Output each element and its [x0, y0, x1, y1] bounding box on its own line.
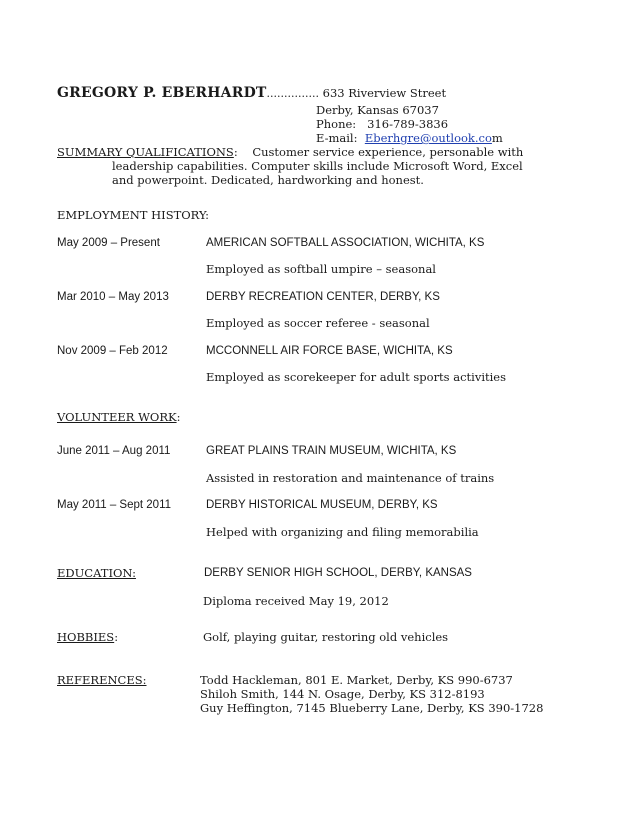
references-heading: REFERENCES:: [57, 673, 147, 687]
email-tail: m: [491, 131, 503, 145]
phone-label: Phone:: [316, 117, 357, 131]
employment-1-dates: Mar 2010 – May 2013: [57, 291, 169, 303]
employment-1-desc: Employed as soccer referee - seasonal: [206, 316, 430, 330]
candidate-name: GREGORY P. EBERHARDT: [57, 85, 267, 101]
employment-0-org: AMERICAN SOFTBALL ASSOCIATION, WICHITA, KS: [206, 237, 485, 249]
reference-item-1: Shiloh Smith, 144 N. Osage, Derby, KS 312-8193: [200, 687, 485, 701]
education-heading: EDUCATION:: [57, 566, 136, 580]
leader-dots: ...............: [266, 87, 319, 100]
reference-item-0: Todd Hackleman, 801 E. Market, Derby, KS 990-6737: [200, 673, 513, 687]
hobbies-text: Golf, playing guitar, restoring old vehicles: [203, 630, 449, 644]
employment-heading: EMPLOYMENT HISTORY:: [57, 208, 210, 222]
volunteer-heading-line: [57, 410, 180, 425]
education-diploma: Diploma received May 19, 2012: [203, 594, 389, 608]
summary-text-3: and powerpoint. Dedicated, hardworking and honest.: [112, 173, 424, 187]
employment-1-org: DERBY RECREATION CENTER, DERBY, KS: [206, 291, 440, 303]
employment-2-org: MCCONNELL AIR FORCE BASE, WICHITA, KS: [206, 345, 453, 357]
address-street: 633 Riverview Street: [322, 86, 447, 100]
reference-item-2: Guy Heffington, 7145 Blueberry Lane, Derby, KS 390-1728: [200, 701, 544, 715]
hobbies-heading-line: [57, 630, 118, 645]
employment-2-dates: Nov 2009 – Feb 2012: [57, 345, 168, 357]
summary-colon: :: [233, 145, 238, 159]
volunteer-heading: VOLUNTEER WORK: [57, 410, 177, 424]
phone-line: [316, 117, 448, 132]
hobbies-colon: :: [114, 630, 119, 644]
phone-number: 316-789-3836: [367, 117, 449, 131]
summary-text-1: Customer service experience, personable with: [252, 145, 524, 159]
volunteer-1-desc: Helped with organizing and filing memorabilia: [206, 525, 479, 539]
email-label: E-mail:: [316, 131, 358, 145]
email-link[interactable]: Eberhgre@outlook.co: [364, 131, 492, 145]
volunteer-1-org: DERBY HISTORICAL MUSEUM, DERBY, KS: [206, 499, 438, 511]
summary-heading: SUMMARY QUALIFICATIONS: [57, 145, 234, 159]
volunteer-colon: :: [176, 410, 181, 424]
resume-header-name-line: [57, 86, 446, 101]
email-line: [316, 131, 503, 146]
volunteer-0-desc: Assisted in restoration and maintenance of trains: [206, 471, 495, 485]
hobbies-heading: HOBBIES: [57, 630, 115, 644]
employment-0-dates: May 2009 – Present: [57, 237, 160, 249]
volunteer-0-dates: June 2011 – Aug 2011: [57, 445, 171, 457]
employment-0-desc: Employed as softball umpire – seasonal: [206, 262, 436, 276]
volunteer-0-org: GREAT PLAINS TRAIN MUSEUM, WICHITA, KS: [206, 445, 457, 457]
employment-2-desc: Employed as scorekeeper for adult sports activities: [206, 370, 507, 384]
education-school: DERBY SENIOR HIGH SCHOOL, DERBY, KANSAS: [204, 567, 472, 579]
summary-text-2: leadership capabilities. Computer skills include Microsoft Word, Excel: [112, 159, 523, 173]
volunteer-1-dates: May 2011 – Sept 2011: [57, 499, 172, 511]
address-city: Derby, Kansas 67037: [316, 103, 439, 117]
summary-line-1: [57, 145, 523, 160]
